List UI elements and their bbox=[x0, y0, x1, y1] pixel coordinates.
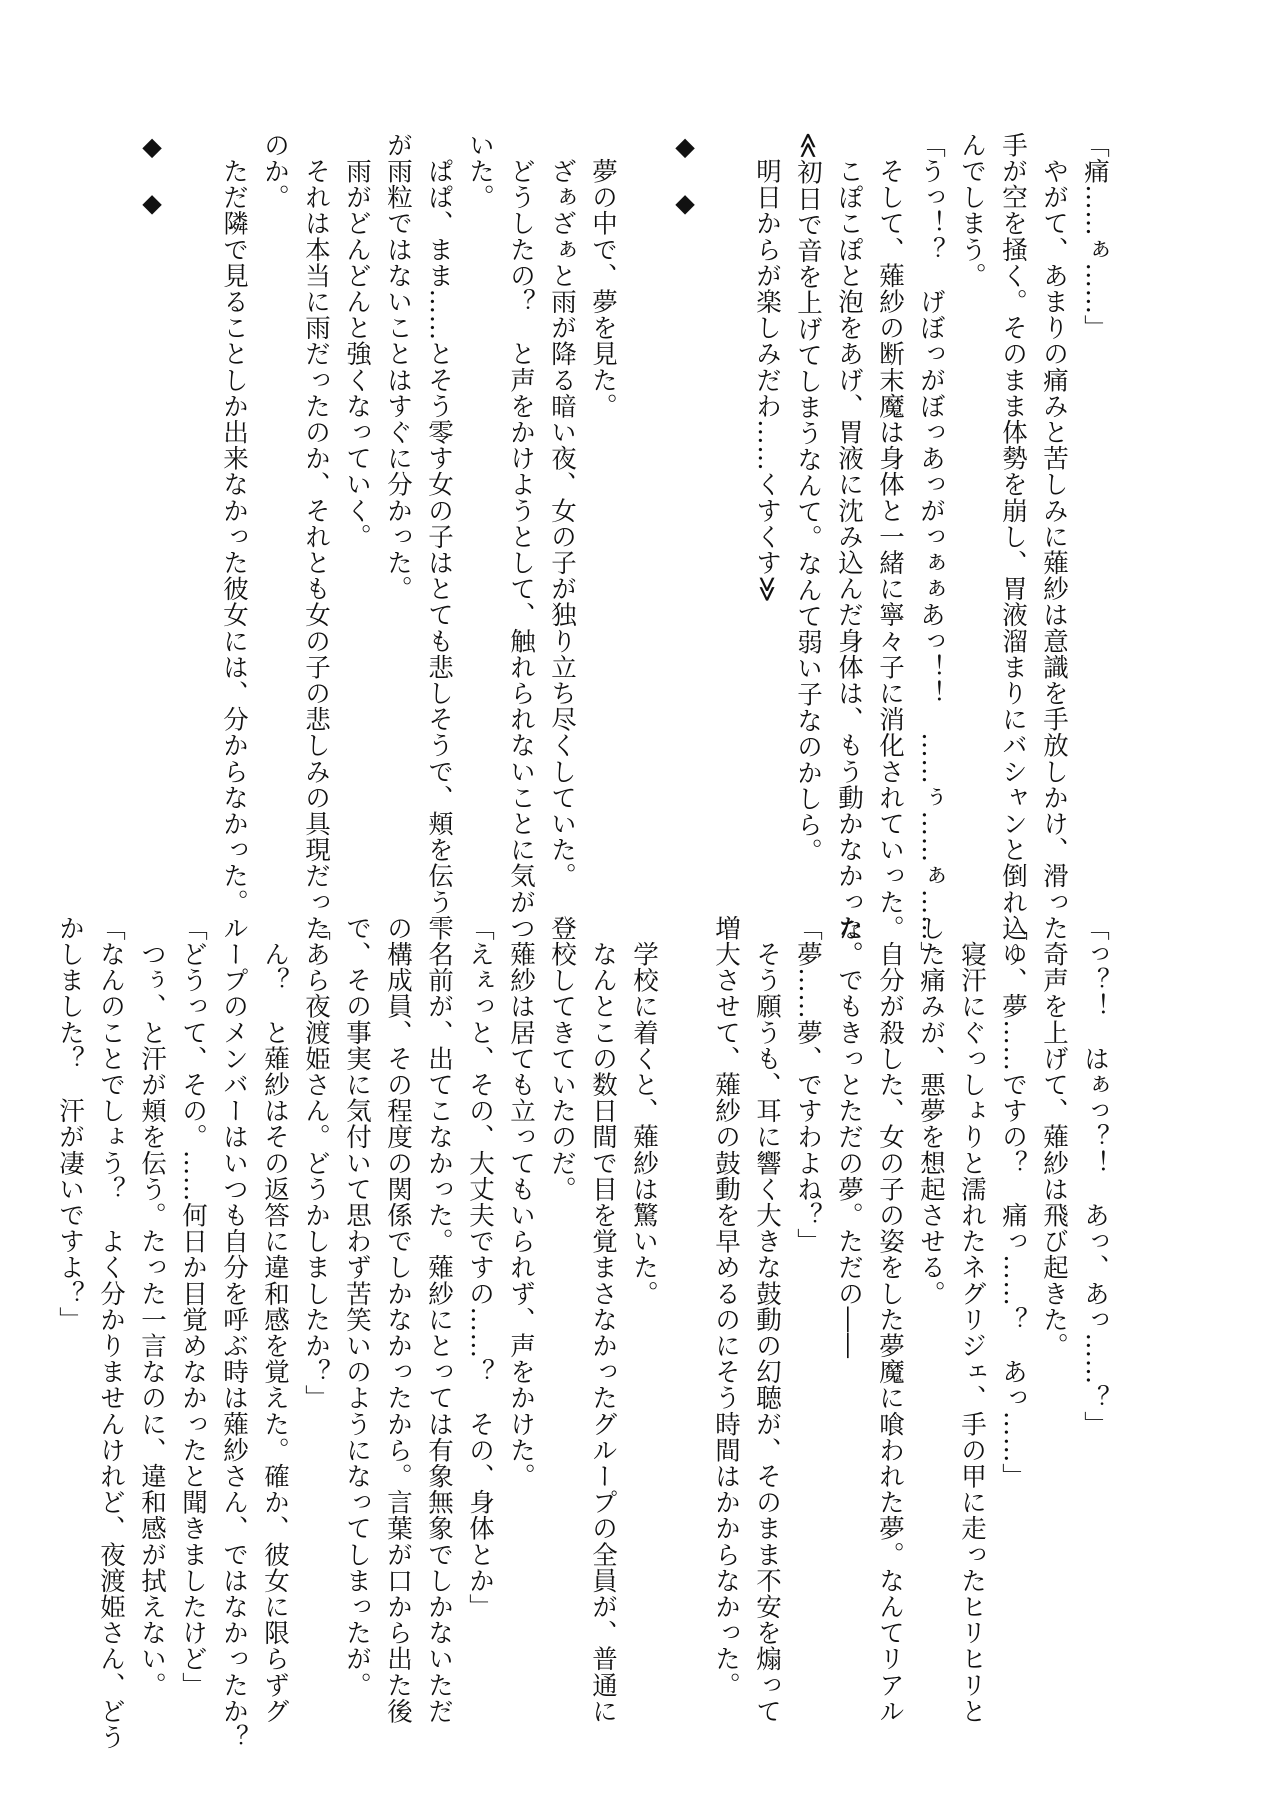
bottom-text-line: 「あら夜渡姫さん。どうかしましたか？」 bbox=[301, 915, 331, 1411]
top-text-line: ざぁざぁと雨が降る暗い夜、女の子が独り立ち尽くしていた。 bbox=[547, 132, 577, 889]
top-text-line: のか。 bbox=[260, 132, 290, 211]
bottom-text-line: かしました？ 汗が凄いですよ？」 bbox=[55, 915, 85, 1333]
bottom-text-block bbox=[55, 915, 1115, 1751]
bottom-text-line: 「っ？！ はぁっ？！ あっ、あっ……？」 bbox=[1080, 915, 1110, 1437]
top-text-line: ぱぱ、まま……とそう零す女の子はとても悲しそうで、頬を伝う雫 bbox=[424, 132, 454, 942]
bottom-text-line: 「夢……夢、ですわよね？」 bbox=[793, 915, 823, 1255]
top-text-line: いた。 bbox=[465, 132, 495, 211]
bottom-text-line: 名前が、出てこなかった。薙紗にとっては有象無象でしかないただ bbox=[424, 915, 454, 1725]
top-text-line: 夢の中で、夢を見た。 bbox=[588, 132, 618, 420]
bottom-text-line: 「なんのことでしょう？ よく分かりませんけれど、夜渡姫さん、どう bbox=[96, 915, 126, 1751]
bottom-text-line: 薙紗は居ても立ってもいられず、声をかけた。 bbox=[506, 915, 536, 1490]
bottom-text-line: つぅ、と汗が頬を伝う。たった一言なのに、違和感が拭えない。 bbox=[137, 915, 167, 1698]
top-text-line: ≪初日で音を上げてしまうなんて。なんて弱い子なのかしら。 bbox=[793, 132, 823, 864]
top-text-block bbox=[137, 132, 1115, 968]
bottom-text-line: 奇声を上げて、薙紗は飛び起きた。 bbox=[1039, 915, 1069, 1359]
bottom-text-line: 増大させて、薙紗の鼓動を早めるのにそう時間はかからなかった。 bbox=[711, 915, 741, 1698]
top-text-line: それは本当に雨だったのか、それとも女の子の悲しみの具現だった bbox=[301, 132, 331, 942]
bottom-text-line: 自分が殺した、女の子の姿をした夢魔に喰われた夢。なんてリアル bbox=[875, 915, 905, 1725]
top-text-line: が雨粒ではないことはすぐに分かった。 bbox=[383, 132, 413, 602]
bottom-text-line: 「ゆ、夢……ですの？ 痛っ……？ あっ……」 bbox=[998, 915, 1028, 1490]
top-text-line: こぽこぽと泡をあげ、胃液に沈み込んだ身体は、もう動かなかった。 bbox=[834, 132, 864, 968]
bottom-text-line: 「どうって、その。……何日か目覚めなかったと聞きましたけど」 bbox=[178, 915, 208, 1698]
top-text-line: 雨がどんどんと強くなっていく。 bbox=[342, 132, 372, 550]
bottom-text-line: の構成員、その程度の関係でしかなかったから。言葉が口から出た後 bbox=[383, 915, 413, 1725]
bottom-text-line: 登校してきていたのだ。 bbox=[547, 915, 577, 1203]
top-text-line: んでしまう。 bbox=[957, 132, 987, 289]
top-text-line: どうしたの？ と声をかけようとして、触れられないことに気がつ bbox=[506, 132, 536, 942]
top-text-line: ただ隣で見ることしか出来なかった彼女には、分からなかった。 bbox=[219, 132, 249, 915]
top-scene-separator: ◆ ◆ bbox=[670, 132, 700, 220]
bottom-text-line: なんとこの数日間で目を覚まさなかったグループの全員が、普通に bbox=[588, 915, 618, 1725]
bottom-text-line: ん？ と薙紗はその返答に違和感を覚えた。確か、彼女に限らずグ bbox=[260, 915, 290, 1725]
bottom-text-line: で、その事実に気付いて思わず苦笑いのようになってしまったが。 bbox=[342, 915, 372, 1698]
bottom-text-line: な。でもきっとただの夢。ただの―― bbox=[834, 915, 864, 1359]
top-text-line: やがて、あまりの痛みと苦しみに薙紗は意識を手放しかけ、滑った bbox=[1039, 132, 1069, 942]
top-text-line: そして、薙紗の断末魔は身体と一緒に寧々子に消化されていった。 bbox=[875, 132, 905, 942]
bottom-text-line: した痛みが、悪夢を想起させる。 bbox=[916, 915, 946, 1307]
top-text-line: 手が空を掻く。そのまま体勢を崩し、胃液溜まりにバシャンと倒れ込 bbox=[998, 132, 1028, 942]
top-scene-separator: ◆ ◆ bbox=[137, 132, 167, 220]
top-blank-line bbox=[705, 132, 746, 860]
top-text-line: 「痛……ぁ……」 bbox=[1080, 132, 1110, 341]
top-blank-line bbox=[623, 132, 664, 860]
bottom-text-line: ループのメンバーはいつも自分を呼ぶ時は薙紗さん、ではなかったか？ bbox=[219, 915, 249, 1751]
bottom-text-line: そう願うも、耳に響く大きな鼓動の幻聴が、そのまま不安を煽って bbox=[752, 915, 782, 1725]
top-blank-line bbox=[172, 132, 213, 860]
bottom-blank-line bbox=[664, 915, 705, 1655]
top-text-line: 明日からが楽しみだわ……くすくす≫ bbox=[752, 132, 782, 603]
bottom-text-line: 寝汗にぐっしょりと濡れたネグリジェ、手の甲に走ったヒリヒリと bbox=[957, 915, 987, 1725]
bottom-text-line: 学校に着くと、薙紗は驚いた。 bbox=[629, 915, 659, 1307]
bottom-text-line: 「えぇっと、その、大丈夫ですの……？ その、身体とか」 bbox=[465, 915, 495, 1620]
top-text-line: 「うっ！？ げぼっがぼっあっがっぁぁあっ！！ ……ぅ……ぁ……」 bbox=[916, 132, 946, 968]
